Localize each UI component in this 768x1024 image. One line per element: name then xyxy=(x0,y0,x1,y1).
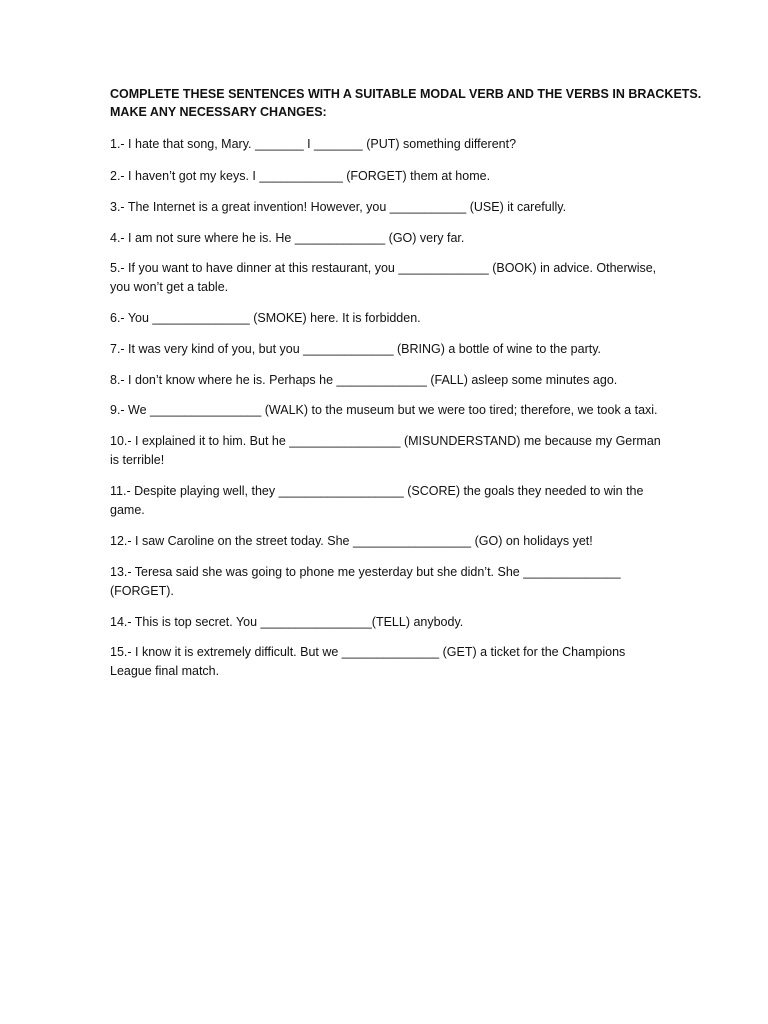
exercise-item: 4.- I am not sure where he is. He _____________ (GO) very far. xyxy=(110,231,465,245)
exercise-item: 15.- I know it is extremely difficult. But we ______________ (GET) a ticket for the Champions League final match. xyxy=(110,645,626,678)
exercise-item: 3.- The Internet is a great invention! However, you ___________ (USE) it carefully. xyxy=(110,200,567,214)
exercise-item: 11.- Despite playing well, they __________________ (SCORE) the goals they needed to win the game. xyxy=(110,484,644,517)
instructions-line-2: MAKE ANY NECESSARY CHANGES: xyxy=(110,105,327,119)
exercise-item: 13.- Teresa said she was going to phone me yesterday but she didn’t. She ______________ (FORGET). xyxy=(110,565,621,598)
instructions-line-1: COMPLETE THESE SENTENCES WITH A SUITABLE MODAL VERB AND THE VERBS IN BRACKETS. xyxy=(110,87,702,101)
exercise-item: 6.- You ______________ (SMOKE) here. It is forbidden. xyxy=(110,311,421,325)
worksheet-page xyxy=(110,85,702,681)
worksheet-instructions xyxy=(110,85,702,121)
exercise-item: 5.- If you want to have dinner at this restaurant, you _____________ (BOOK) in advice. Otherwise, you won’t get a table. xyxy=(110,261,657,294)
exercise-item: 1.- I hate that song, Mary. _______ I _______ (PUT) something different? xyxy=(110,137,517,151)
exercise-item: 10.- I explained it to him. But he ________________ (MISUNDERSTAND) me because my German is terrible! xyxy=(110,434,661,467)
exercise-item: 12.- I saw Caroline on the street today. She _________________ (GO) on holidays yet! xyxy=(110,534,593,548)
exercise-item: 9.- We ________________ (WALK) to the museum but we were too tired; therefore, we took a taxi. xyxy=(110,403,658,417)
exercise-item: 14.- This is top secret. You ________________(TELL) anybody. xyxy=(110,615,464,629)
exercise-item: 8.- I don’t know where he is. Perhaps he _____________ (FALL) asleep some minutes ago. xyxy=(110,373,618,387)
exercise-list xyxy=(110,135,670,681)
exercise-item: 7.- It was very kind of you, but you _____________ (BRING) a bottle of wine to the party. xyxy=(110,342,602,356)
exercise-item: 2.- I haven’t got my keys. I ____________ (FORGET) them at home. xyxy=(110,169,491,183)
